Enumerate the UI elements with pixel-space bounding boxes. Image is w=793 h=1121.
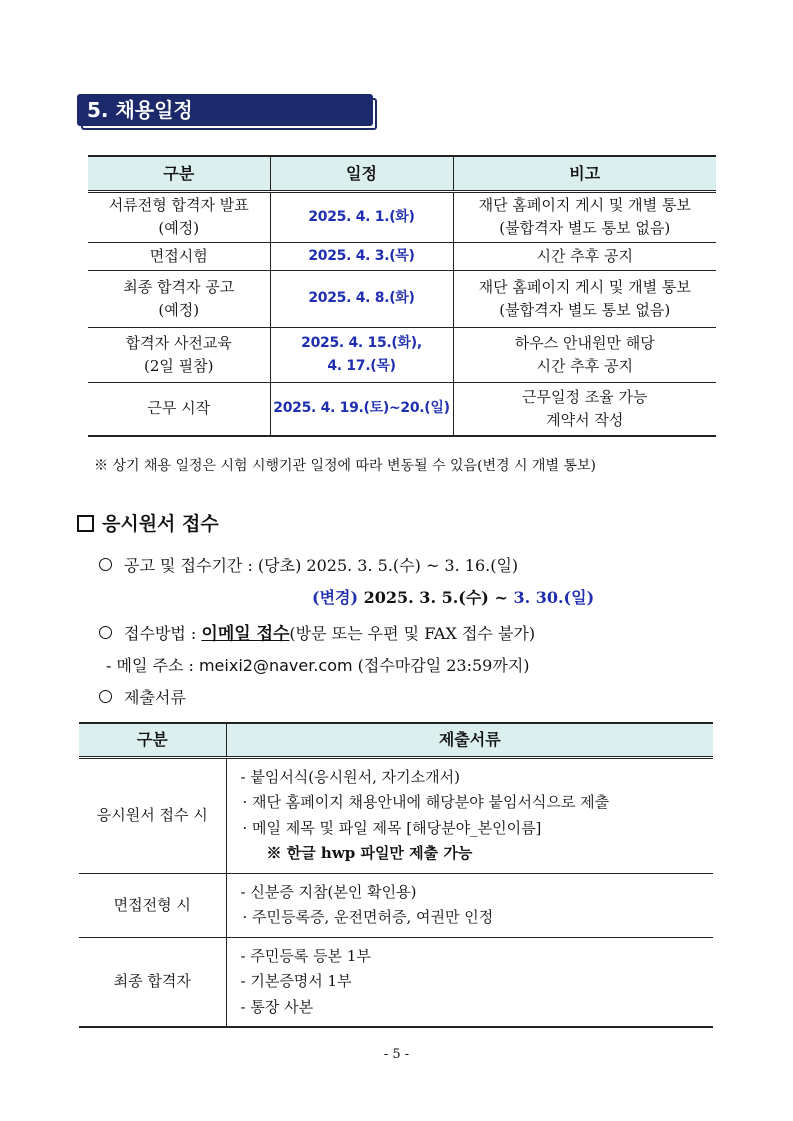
email-address: meixi2@naver.com — [198, 656, 353, 675]
schedule-note: ※ 상기 채용 일정은 시험 시행기관 일정에 따라 변동될 수 있음(변경 시 개별 통보) — [94, 458, 597, 474]
application-period: 공고 및 접수기간 : (당초) 2025. 3. 5.(수) ~ 3. 16.(일) — [99, 553, 518, 576]
schedule-header-category: 구분 — [88, 156, 270, 191]
list-item: - 붙임서식(응시원서, 자기소개서) — [240, 767, 460, 786]
application-period-changed: (변경) 2025. 3. 5.(수) ~ 3. 30.(일) — [312, 588, 595, 607]
circle-bullet-icon — [99, 690, 112, 703]
application-method: 접수방법 : 이메일 접수(방문 또는 우편 및 FAX 접수 불가) — [99, 619, 535, 644]
schedule-item: 최종 합격자 공고 (예정) — [88, 270, 270, 327]
application-heading: 응시원서 접수 — [77, 509, 219, 536]
schedule-header-remark: 비고 — [453, 156, 716, 191]
list-item: · 메일 제목 및 파일 제목 [해당분야_본인이름] — [242, 818, 542, 837]
schedule-date: 2025. 4. 3.(목) — [270, 242, 453, 270]
schedule-remark: 근무일정 조율 가능 계약서 작성 — [453, 382, 716, 436]
schedule-date: 2025. 4. 19.(토)~20.(일) — [270, 382, 453, 436]
schedule-date: 2025. 4. 8.(화) — [270, 270, 453, 327]
documents-category: 최종 합격자 — [79, 937, 226, 1027]
schedule-header-row — [88, 156, 716, 191]
schedule-item: 면접시험 — [88, 242, 270, 270]
schedule-item: 근무 시작 — [88, 382, 270, 436]
documents-table — [79, 722, 713, 1028]
documents-category: 응시원서 접수 시 — [96, 806, 208, 824]
list-item: - 통장 사본 — [240, 997, 314, 1016]
list-item: - 주민등록 등본 1부 — [240, 946, 371, 965]
table-row — [88, 242, 716, 270]
schedule-remark: 하우스 안내원만 해당 시간 추후 공지 — [453, 327, 716, 382]
schedule-header-date: 일정 — [270, 156, 453, 191]
section-header — [77, 94, 377, 130]
documents-header-row — [79, 723, 713, 757]
schedule-table — [88, 155, 716, 437]
table-row — [88, 382, 716, 436]
table-row — [79, 757, 713, 873]
schedule-date: 2025. 4. 1.(화) — [270, 191, 453, 242]
list-item: ※ 한글 hwp 파일만 제출 가능 — [266, 844, 473, 862]
documents-list — [226, 757, 713, 873]
list-item: · 주민등록증, 운전면허증, 여권만 인정 — [242, 908, 494, 926]
table-row — [88, 327, 716, 382]
schedule-item: 합격자 사전교육 (2일 필참) — [88, 327, 270, 382]
documents-list — [226, 937, 713, 1027]
application-email: - 메일 주소 : meixi2@naver.com (접수마감일 23:59까지) — [106, 656, 530, 675]
page-number: - 5 - — [383, 1047, 410, 1062]
table-row — [88, 191, 716, 242]
documents-category: 면접전형 시 — [79, 873, 226, 937]
schedule-remark: 시간 추후 공지 — [453, 242, 716, 270]
table-row — [79, 937, 713, 1027]
circle-bullet-icon — [99, 626, 112, 639]
list-item: - 기본증명서 1부 — [240, 972, 352, 990]
schedule-remark: 재단 홈페이지 게시 및 개별 통보 (불합격자 별도 통보 없음) — [453, 270, 716, 327]
documents-list — [226, 873, 713, 937]
application-docs-label: 제출서류 — [99, 685, 186, 708]
documents-header-category: 구분 — [79, 723, 226, 757]
schedule-item: 서류전형 합격자 발표 (예정) — [108, 196, 249, 237]
schedule-remark: 재단 홈페이지 게시 및 개별 통보 (불합격자 별도 통보 없음) — [453, 191, 716, 242]
documents-header-docs: 제출서류 — [226, 723, 713, 757]
list-item: - 신분증 지참(본인 확인용) — [240, 882, 417, 901]
square-bullet-icon — [77, 515, 94, 532]
table-row — [88, 270, 716, 327]
schedule-date: 2025. 4. 15.(화), 4. 17.(목) — [270, 327, 453, 382]
section-title: 5. 채용일정 — [77, 94, 373, 126]
table-row — [79, 873, 713, 937]
circle-bullet-icon — [99, 558, 112, 571]
list-item: · 재단 홈페이지 채용안내에 해당분야 붙임서식으로 제출 — [242, 793, 610, 811]
